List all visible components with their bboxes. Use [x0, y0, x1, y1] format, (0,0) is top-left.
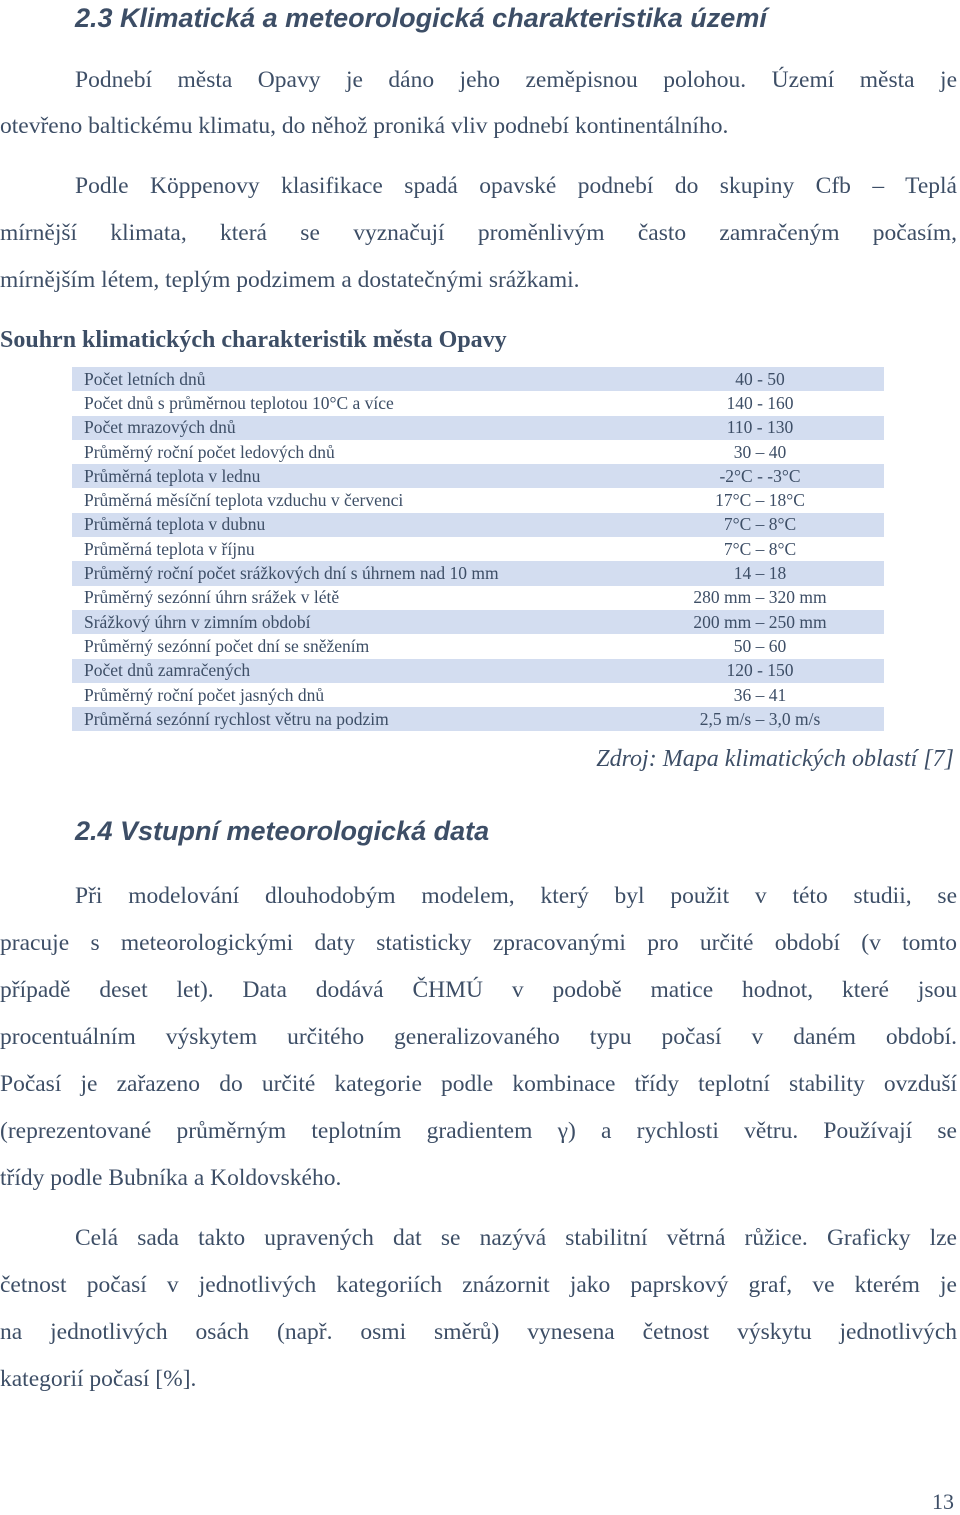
paragraph-line: četnost počasí v jednotlivých kategoriích znázornit jako paprskový graf, ve kterém je — [0, 1272, 957, 1298]
row-label: Počet letních dnů — [84, 368, 206, 389]
table-row — [72, 586, 884, 610]
table-row — [72, 537, 884, 561]
paragraph-line: Celá sada takto upravených dat se nazývá stabilitní větrná růžice. Graficky lze — [75, 1225, 957, 1251]
paragraph-line: otevřeno baltickému klimatu, do něhož proniká vliv podnebí kontinentálního. — [0, 113, 729, 139]
row-value: 30 – 40 — [733, 441, 787, 462]
row-value: -2°C - -3°C — [719, 465, 801, 486]
paragraph-line: mírnějším létem, teplým podzimem a dostatečnými srážkami. — [0, 267, 580, 293]
row-value: 280 mm – 320 mm — [693, 587, 827, 608]
table-row — [72, 367, 884, 391]
row-label: Průměrný roční počet srážkových dní s úhrnem nad 10 mm — [84, 563, 499, 584]
row-value: 2,5 m/s – 3,0 m/s — [699, 708, 821, 729]
row-value: 50 – 60 — [733, 635, 787, 656]
row-value: 7°C – 8°C — [723, 538, 797, 559]
table-row — [72, 610, 884, 634]
paragraph-line: procentuálním výskytem určitého generalizovaného typu počasí v daném období. — [0, 1024, 957, 1050]
paragraph-line: na jednotlivých osách (např. osmi směrů) vynesena četnost výskytu jednotlivých — [0, 1319, 957, 1345]
table-row — [72, 659, 884, 683]
row-value: 110 - 130 — [726, 417, 794, 438]
table-row — [72, 561, 884, 585]
row-label: Průměrná sezónní rychlost větru na podzim — [84, 708, 389, 729]
table-row — [72, 513, 884, 537]
table-source: Zdroj: Mapa klimatických oblastí [7] — [596, 746, 954, 772]
paragraph-line: Při modelování dlouhodobým modelem, který byl použit v této studii, se — [75, 883, 957, 909]
row-value: 200 mm – 250 mm — [693, 611, 827, 632]
row-label: Počet dnů zamračených — [84, 660, 251, 681]
section-2-4-heading: 2.4 Vstupní meteorologická data — [75, 816, 490, 846]
table-row — [72, 683, 884, 707]
table-row — [72, 440, 884, 464]
row-label: Průměrná teplota v lednu — [84, 465, 261, 486]
paragraph-line: Počasí je zařazeno do určité kategorie podle kombinace třídy teplotní stability ovzduší — [0, 1071, 957, 1097]
row-value: 7°C – 8°C — [723, 514, 797, 535]
page-number: 13 — [932, 1489, 954, 1514]
row-label: Průměrný roční počet ledových dnů — [84, 441, 335, 462]
paragraph-line: třídy podle Bubníka a Koldovského. — [0, 1165, 342, 1191]
table-row — [72, 634, 884, 658]
paragraph-line: (reprezentované průměrným teplotním gradientem γ) a rychlosti větru. Používají se — [0, 1118, 957, 1144]
climate-table — [72, 367, 884, 731]
row-label: Počet dnů s průměrnou teplotou 10°C a více — [84, 392, 394, 413]
paragraph-line: případě deset let). Data dodává ČHMÚ v podobě matice hodnot, které jsou — [0, 977, 957, 1003]
row-label: Průměrný sezónní úhrn srážek v létě — [84, 587, 340, 608]
table-row — [72, 707, 884, 731]
table-title: Souhrn klimatických charakteristik města Opavy — [0, 327, 507, 353]
row-label: Průměrná teplota v dubnu — [84, 514, 266, 535]
row-value: 17°C – 18°C — [715, 490, 805, 511]
paragraph-line: Podnebí města Opavy je dáno jeho zeměpisnou polohou. Území města je — [75, 67, 957, 93]
row-label: Průměrná teplota v říjnu — [84, 538, 255, 559]
row-value: 14 – 18 — [733, 563, 787, 584]
section-2-3-heading: 2.3 Klimatická a meteorologická charakteristika území — [75, 3, 767, 33]
paragraph-line: Podle Köppenovy klasifikace spadá opavské podnebí do skupiny Cfb – Teplá — [75, 173, 957, 199]
table-row — [72, 488, 884, 512]
row-value: 40 - 50 — [735, 368, 785, 389]
paragraph-line: pracuje s meteorologickými daty statisticky zpracovanými pro určité období (v tomto — [0, 930, 957, 956]
row-value: 36 – 41 — [733, 684, 787, 705]
table-row — [72, 464, 884, 488]
table-row — [72, 416, 884, 440]
row-value: 120 - 150 — [726, 660, 794, 681]
table-row — [72, 391, 884, 415]
row-label: Průměrná měsíční teplota vzduchu v červenci — [84, 490, 404, 511]
row-label: Počet mrazových dnů — [84, 417, 236, 438]
paragraph-line: kategorií počasí [%]. — [0, 1366, 197, 1392]
row-label: Průměrný sezónní počet dní se sněžením — [84, 635, 370, 656]
row-value: 140 - 160 — [726, 392, 794, 413]
row-label: Srážkový úhrn v zimním období — [84, 611, 311, 632]
paragraph-line: mírnější klimata, která se vyznačují proměnlivým často zamračeným počasím, — [0, 220, 957, 246]
row-label: Průměrný roční počet jasných dnů — [84, 684, 325, 705]
